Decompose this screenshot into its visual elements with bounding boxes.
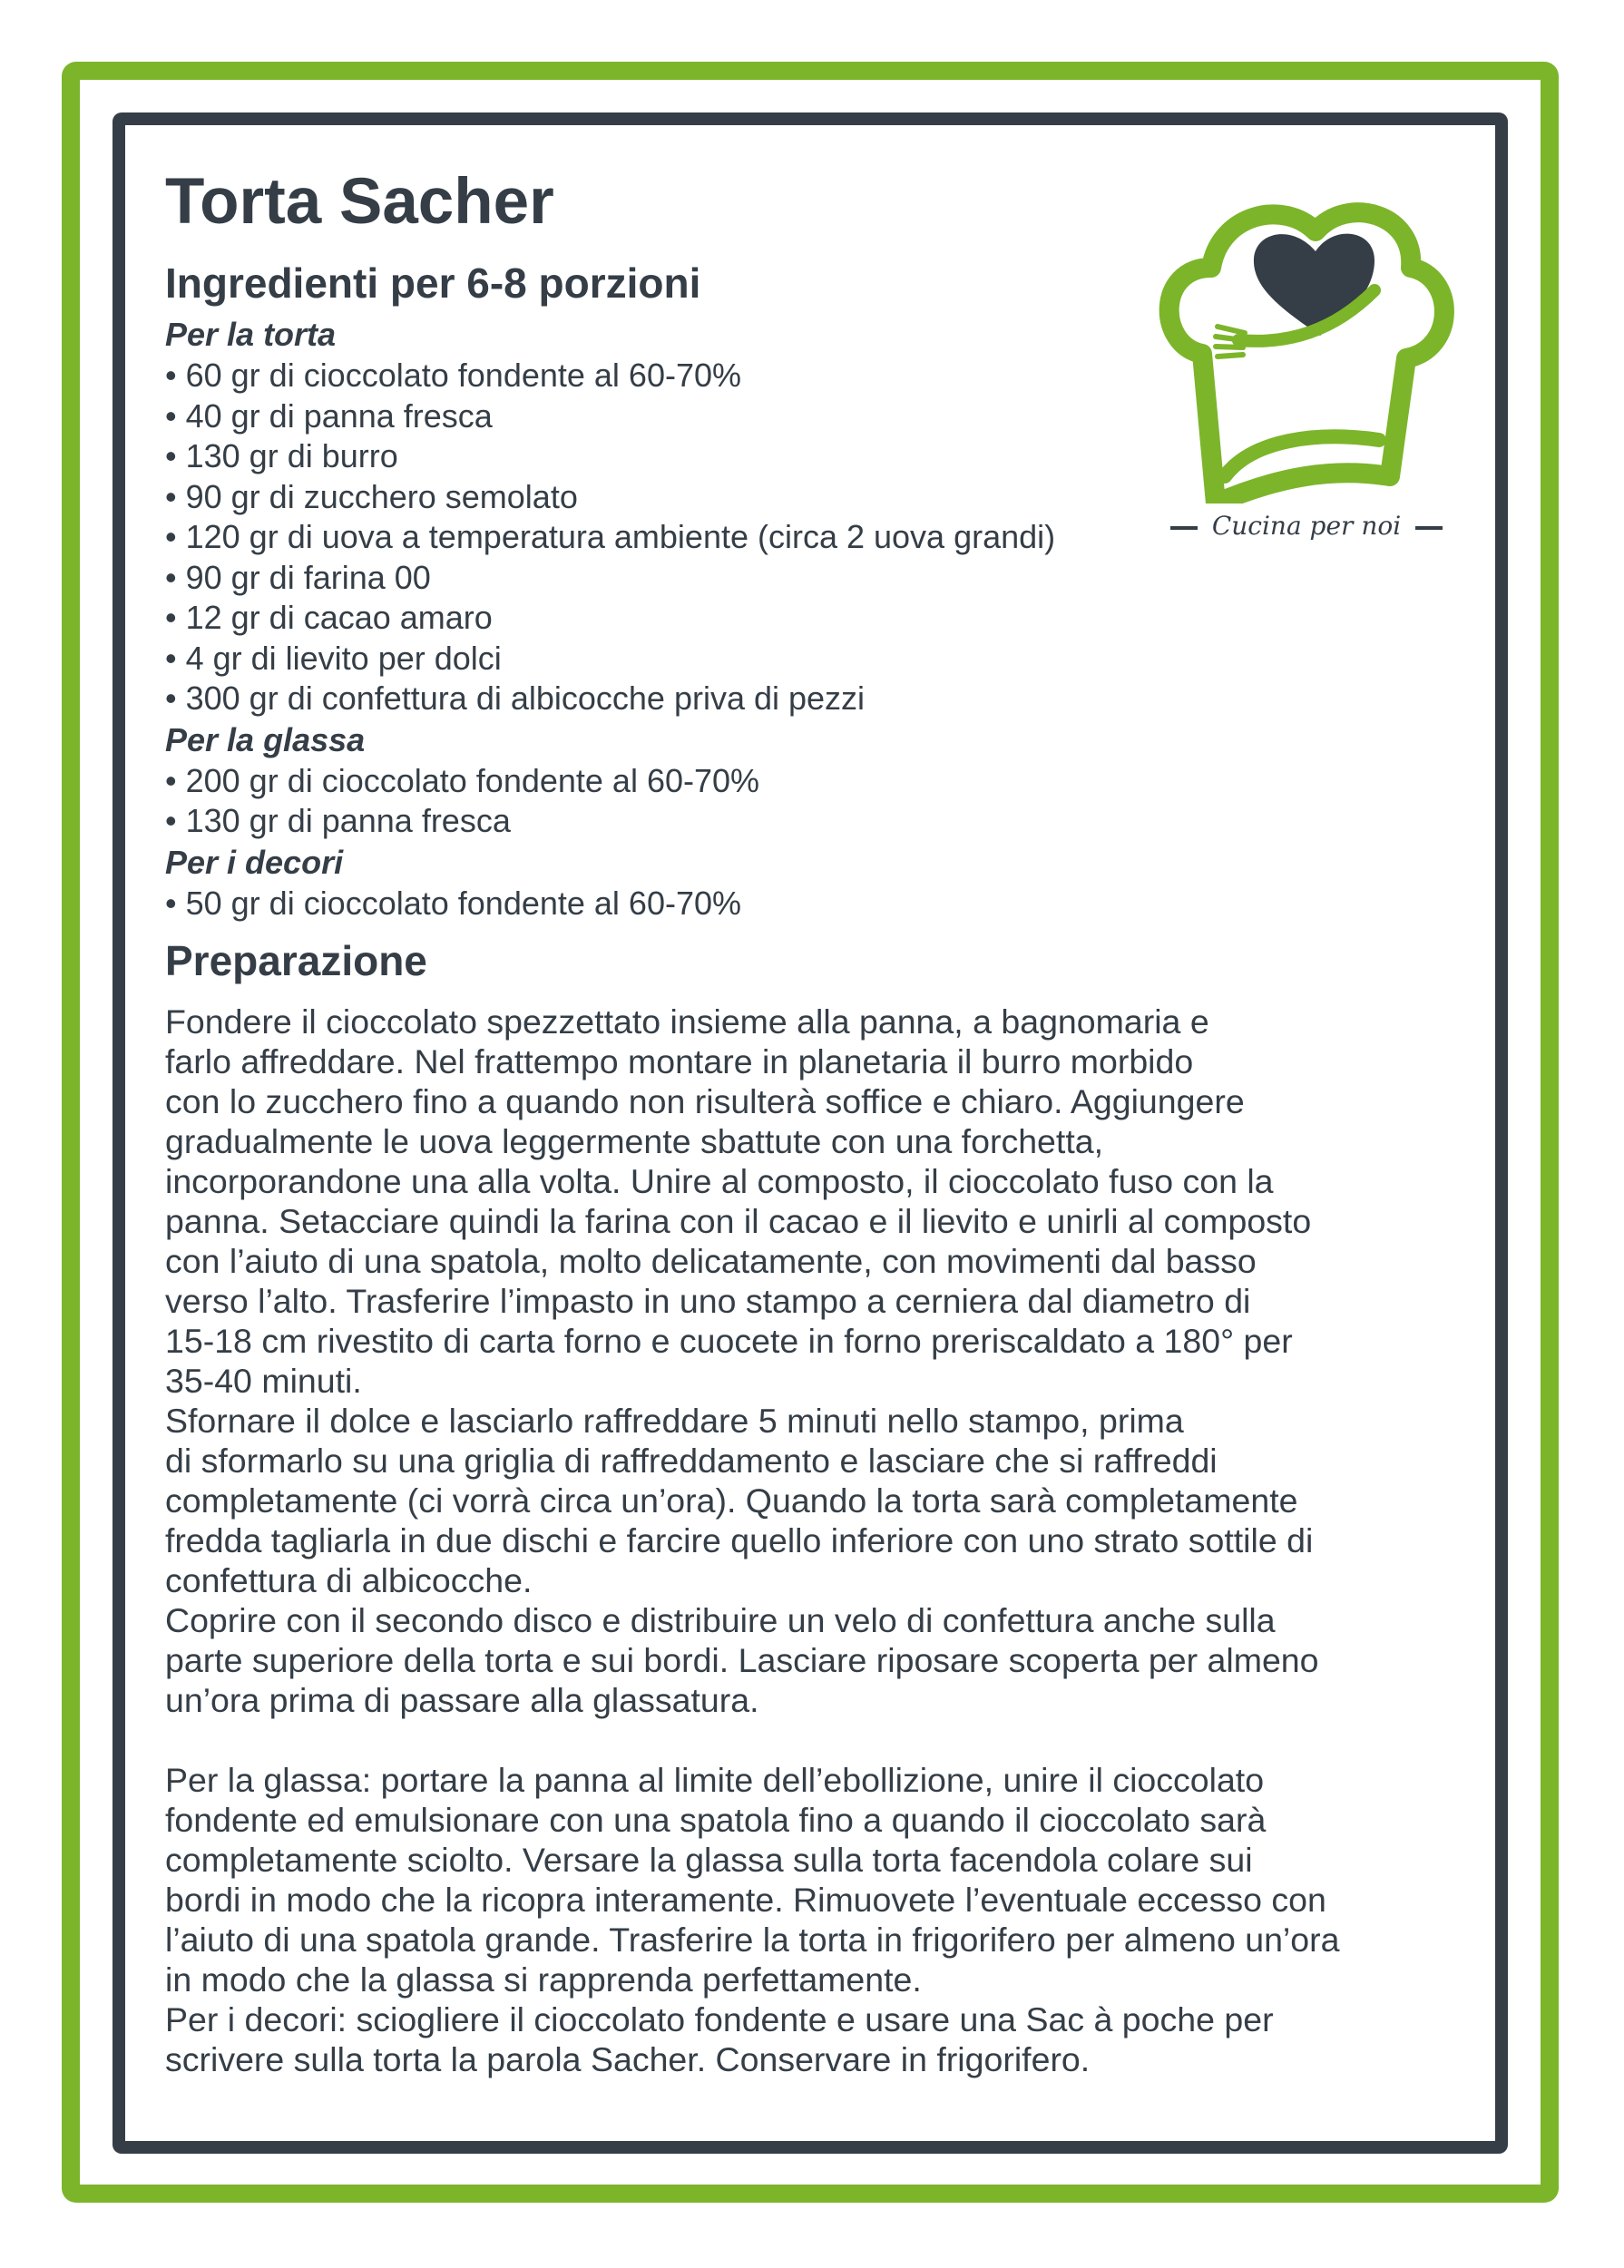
preparation-heading: Preparazione [165, 937, 427, 985]
paragraph-spacer [165, 1720, 1472, 1760]
recipe-content [165, 163, 1472, 2079]
ingredient-list-torta [165, 356, 1472, 719]
ingredient-item: • 4 gr di lievito per dolci [165, 639, 1472, 679]
recipe-title: Torta Sacher [165, 166, 554, 238]
ingredient-item: • 50 gr di cioccolato fondente al 60-70% [165, 884, 1472, 924]
ingredient-item: • 200 gr di cioccolato fondente al 60-70% [165, 761, 1472, 802]
ingredient-item: • 300 gr di confettura di albicocche priva di pezzi [165, 679, 1472, 719]
group-label-torta: Per la torta [165, 316, 337, 354]
preparation-text-part1: Fondere il cioccolato spezzettato insieme alla panna, a bagnomaria e farlo affreddare. Nel frattempo montare in planetaria il burro morbido con lo zucchero fino a quando non risulterà soffice e chiaro. Aggiungere gradualmente le uova leggermente sbattute con una forchetta, incorporandone una alla volta. Unire al composto, il cioccolato fuso con la panna. Setacciare quindi la farina con il cacao e il lievito e unirli al composto con l’aiuto di una spatola, molto delicatamente, con movimenti dal basso verso l’alto. Trasferire l’impasto in uno stampo a cerniera dal diametro di 15-18 cm rivestito di carta forno e cuocete in forno preriscaldato a 180° per 35-40 minuti. Sfornare il dolce e lasciarlo raffreddare 5 minuti nello stampo, prima di sformarlo su una griglia di raffreddamento e lasciare che si raffreddi completamente (ci vorrà circa un’ora). Quando la torta sarà completamente fredda tagliarla in due dischi e farcire quello inferiore con uno strato sottile di confettura di albicocche. Coprire con il secondo disco e distribuire un velo di confettura anche sulla parte superiore della torta e sui bordi. Lasciare riposare scoperta per almeno un’ora prima di passare alla glassatura. [165, 1002, 1319, 1719]
ingredient-item: • 12 gr di cacao amaro [165, 598, 1472, 639]
group-label-decori: Per i decori [165, 843, 344, 881]
ingredient-item: • 130 gr di burro [165, 436, 1472, 477]
logo-caption: Cucina per noi [1211, 511, 1402, 541]
ingredient-list-decori [165, 884, 1472, 924]
ingredient-item: • 130 gr di panna fresca [165, 801, 1472, 842]
ingredient-item: • 40 gr di panna fresca [165, 396, 1472, 437]
preparation-text-part2: Per la glassa: portare la panna al limite dell’ebollizione, unire il cioccolato fondente ed emulsionare con una spatola fino a quando il cioccolato sarà completamente sciolto. Versare la glassa sulla torta facendola colare sui bordi in modo che la ricopra interamente. Rimuovete l’eventuale eccesso con l’aiuto di una spatola grande. Trasferire la torta in frigorifero per almeno un’ora in modo che la glassa si rapprenda perfettamente. Per i decori: sciogliere il cioccolato fondente e usare una Sac à poche per scrivere sulla torta la parola Sacher. Conservare in frigorifero. [165, 1760, 1340, 2078]
ingredient-item: • 90 gr di zucchero semolato [165, 477, 1472, 518]
ingredients-heading: Ingredienti per 6-8 porzioni [165, 259, 701, 308]
ingredient-item: • 90 gr di farina 00 [165, 558, 1472, 599]
group-label-glassa: Per la glassa [165, 720, 366, 758]
ingredient-item: • 120 gr di uova a temperatura ambiente (circa 2 uova grandi) [165, 517, 1472, 558]
ingredient-list-glassa [165, 761, 1472, 842]
ingredient-item: • 60 gr di cioccolato fondente al 60-70% [165, 356, 1472, 396]
